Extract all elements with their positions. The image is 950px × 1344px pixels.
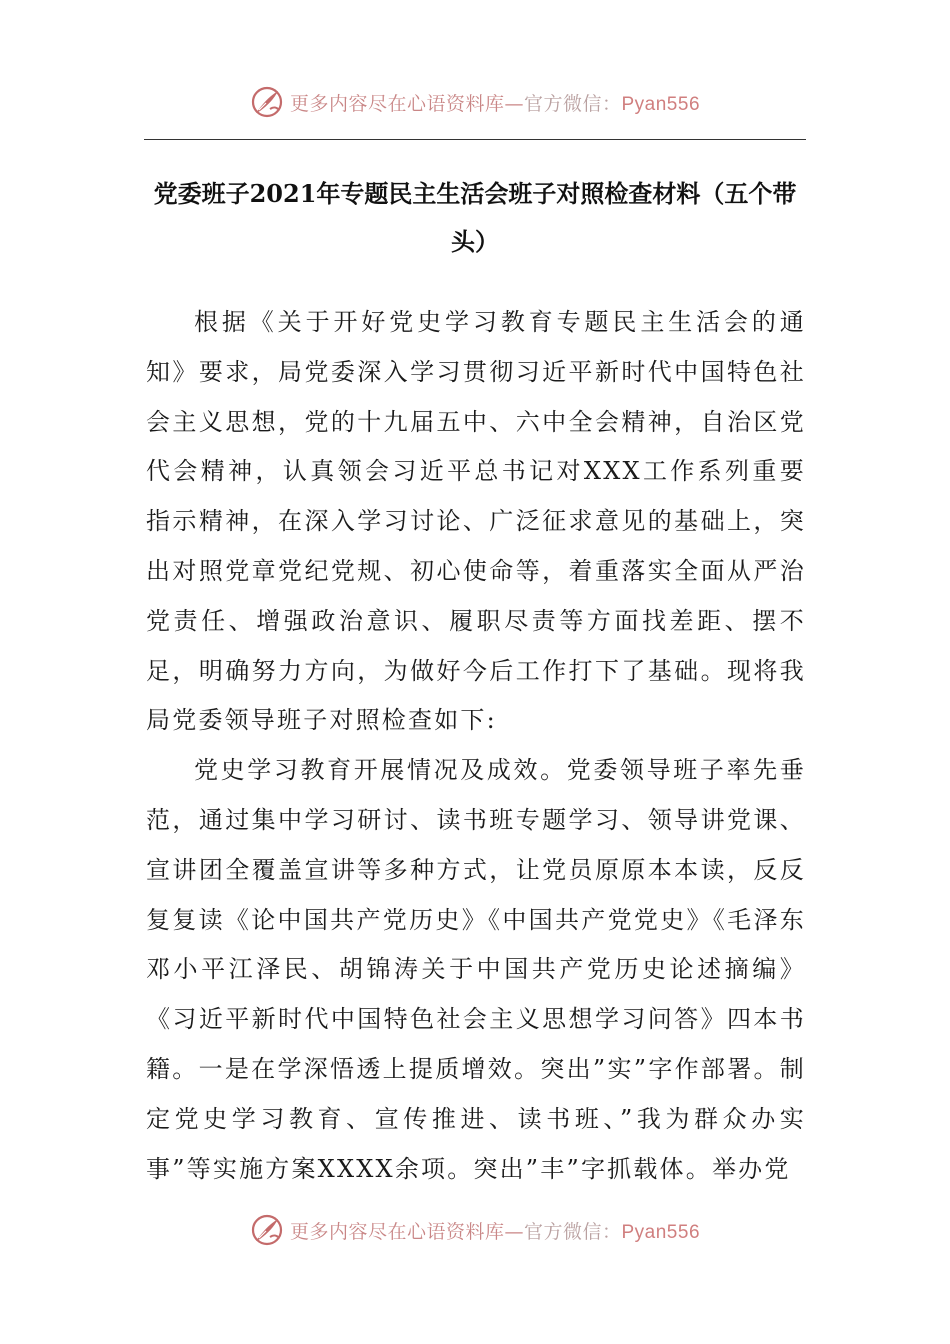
watermark-wechat-id: Pyan556: [621, 1221, 701, 1243]
watermark-dash: —: [504, 92, 524, 115]
document-title: 党委班子2021年专题民主生活会班子对照检查材料（五个带头）: [153, 179, 797, 256]
body-paragraph-2: 党史学习教育开展情况及成效。党委领导班子率先垂范，通过集中学习研讨、读书班专题学习、领导讲党课、宣讲团全覆盖宣讲等多种方式，让党员原原本本读，反反复复读《论中国共产党历史》《中国共产党党史》《毛泽东邓小平江泽民、胡锦涛关于中国共产党历史论述摘编》《习近平新时代中国特色社会主义思想学习问答》四本书籍。一是在学深悟透上提质增效。突出”实”字作部署。制定党史学习教育、宣传推进、读书班、”我为群众办实事”等实施方案XXXX余项。突出”丰”字抓载体。举办党: [146, 756, 806, 1183]
watermark-wechat-label: 官方微信：: [523, 1220, 622, 1243]
body-paragraph-1: 根据《关于开好党史学习教育专题民主生活会的通知》要求，局党委深入学习贯彻习近平新时代中国特色社会主义思想，党的十九届五中、六中全会精神，自治区党代会精神，认真领会习近平总书记对XXX工作系列重要指示精神，在深入学习讨论、广泛征求意见的基础上，突出对照党章党纪党规、初心使命等，着重落实全面从严治党责任、增强政治意识、履职尽责等方面找差距、摆不足，明确努力方向，为做好今后工作打下了基础。现将我局党委领导班子对照检查如下:: [146, 308, 806, 735]
watermark-text: [290, 89, 700, 116]
header-watermark: [0, 82, 950, 122]
watermark-dash: —: [504, 1220, 524, 1243]
quill-logo-icon: [250, 85, 284, 119]
watermark-wechat-id: Pyan556: [621, 93, 701, 115]
quill-logo-icon: [250, 1213, 284, 1247]
footer-watermark: [0, 1210, 950, 1250]
watermark-main: 更多内容尽在心语资料库: [289, 92, 505, 115]
header-divider: [144, 139, 806, 140]
watermark-text: [290, 1217, 700, 1244]
document-body: [146, 298, 806, 1194]
watermark-wechat-label: 官方微信：: [523, 92, 622, 115]
watermark-main: 更多内容尽在心语资料库: [289, 1220, 505, 1243]
